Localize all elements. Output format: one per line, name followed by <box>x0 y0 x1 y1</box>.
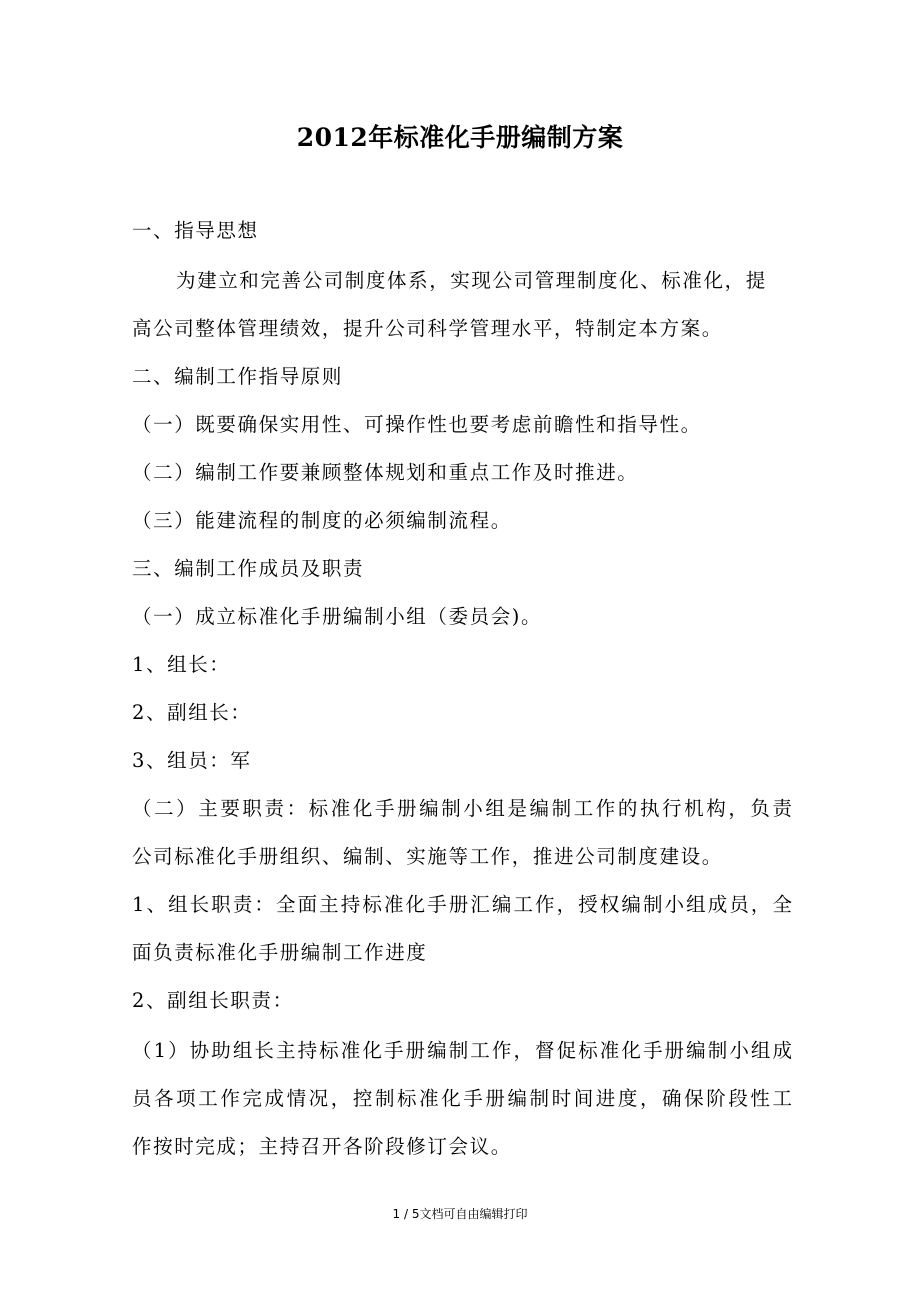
paragraph-line: （二）主要职责：标准化手册编制小组是编制工作的执行机构，负责 <box>132 797 792 820</box>
list-item: 3、组员：军 <box>132 749 252 772</box>
paragraph-line: （三）能建流程的制度的必须编制流程。 <box>132 509 512 532</box>
list-item: 1、组长： <box>132 653 231 676</box>
list-item: 2、副组长： <box>132 701 252 724</box>
paragraph-line: （1）协助组长主持标准化手册编制工作，督促标准化手册编制小组成 <box>132 1039 792 1062</box>
section-heading: 二、编制工作指导原则 <box>132 365 344 388</box>
paragraph-line: 为建立和完善公司制度体系，实现公司管理制度化、标准化，提 <box>176 269 767 292</box>
paragraph-line: 高公司整体管理绩效，提升公司科学管理水平，特制定本方案。 <box>132 317 723 340</box>
section-heading: 一、指导思想 <box>132 219 259 242</box>
paragraph-line: 作按时完成；主持召开各阶段修订会议。 <box>132 1135 512 1158</box>
paragraph-line: 1、组长职责：全面主持标准化手册汇编工作，授权编制小组成员，全 <box>132 893 792 916</box>
paragraph-line: 面负责标准化手册编制工作进度 <box>132 941 428 964</box>
paragraph-line: （二）编制工作要兼顾整体规划和重点工作及时推进。 <box>132 461 639 484</box>
page-footer: 1 / 5文档可自由编辑打印 <box>392 1207 528 1221</box>
paragraph-line: （一）成立标准化手册编制小组（委员会)。 <box>132 605 543 628</box>
section-heading: 三、编制工作成员及职责 <box>132 557 365 580</box>
paragraph-line: （一）既要确保实用性、可操作性也要考虑前瞻性和指导性。 <box>132 413 702 436</box>
paragraph-line: 公司标准化手册组织、编制、实施等工作，推进公司制度建设。 <box>132 845 723 868</box>
list-item: 2、副组长职责： <box>132 989 294 1012</box>
document-title: 2012年标准化手册编制方案 <box>296 123 624 152</box>
paragraph-line: 员各项工作完成情况，控制标准化手册编制时间进度，确保阶段性工 <box>132 1087 792 1110</box>
